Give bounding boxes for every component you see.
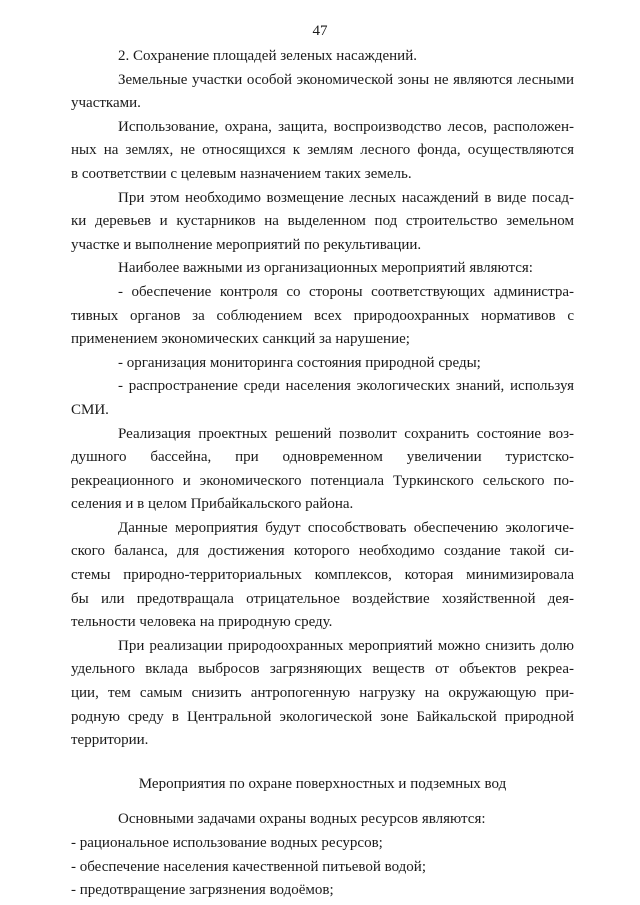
text-line: Земельные участки особой экономической зоны не являются лесными	[118, 71, 574, 88]
text-line: участками.	[71, 95, 141, 112]
text-line: ции, тем самым снизить антропогенную нагрузку на окружающую при-	[71, 685, 574, 702]
text-line: Использование, охрана, защита, воспроизводство лесов, расположен-	[118, 118, 574, 135]
text-line: ных на землях, не относящихся к землям лесного фонда, осуществляются	[71, 142, 574, 159]
list-item: - рациональное использование водных ресурсов;	[71, 835, 383, 851]
document-body	[71, 45, 574, 903]
list-item: - обеспечение населения качественной питьевой водой;	[71, 858, 427, 875]
text-line: душного бассейна, при одновременном увеличении туристско-	[71, 449, 574, 466]
page-number: 47	[312, 23, 328, 39]
text-line: бы или предотвращала отрицательное воздействие хозяйственной дея-	[71, 590, 574, 607]
list-item: - предотвращение загрязнения водоёмов;	[71, 882, 334, 899]
text-line: Данные мероприятия будут способствовать обеспечению экологиче-	[118, 519, 574, 536]
text-line: - распространение среди населения экологических знаний, используя	[118, 378, 574, 395]
text-line: участке и выполнение мероприятий по рекультивации.	[71, 236, 422, 253]
text-line: ки деревьев и кустарников на выделенном под строительство земельном	[71, 213, 574, 230]
section-heading: Мероприятия по охране поверхностных и подземных вод	[138, 775, 507, 792]
text-line: СМИ.	[71, 401, 109, 418]
text-line: Наиболее важными из организационных мероприятий являются:	[118, 260, 533, 277]
text-line: - организация мониторинга состояния природной среды;	[118, 354, 481, 371]
text-line: Реализация проектных решений позволит сохранить состояние воз-	[118, 425, 574, 442]
text-line: ского баланса, для достижения которого необходимо создание такой си-	[71, 543, 574, 560]
text-line: - обеспечение контроля со стороны соответствующих администра-	[118, 283, 574, 300]
text-line: тивных органов за соблюдением всех природоохранных нормативов с	[71, 307, 574, 324]
text-line: рекреационного и экономического потенциала Туркинского сельского по-	[71, 472, 574, 489]
text-line: Основными задачами охраны водных ресурсов являются:	[118, 811, 486, 828]
text-line: 2. Сохранение площадей зеленых насаждений.	[118, 48, 417, 64]
text-line: территории.	[71, 732, 149, 749]
text-line: родную среду в Центральной экологической зоне Байкальской природной	[71, 708, 574, 725]
text-line: селения и в целом Прибайкальского района.	[71, 496, 354, 513]
text-line: в соответствии с целевым назначением таких земель.	[71, 165, 412, 182]
text-line: При реализации природоохранных мероприятий можно снизить долю	[118, 637, 574, 654]
text-line: стемы природно-территориальных комплексов, которая минимизировала	[71, 567, 574, 584]
text-line: тельности человека на природную среду.	[71, 614, 333, 631]
text-line: применением экономических санкций за нарушение;	[71, 331, 410, 348]
text-line: удельного вклада выбросов загрязняющих веществ от объектов рекреа-	[71, 661, 574, 678]
text-line: При этом необходимо возмещение лесных насаждений в виде посад-	[118, 189, 574, 206]
